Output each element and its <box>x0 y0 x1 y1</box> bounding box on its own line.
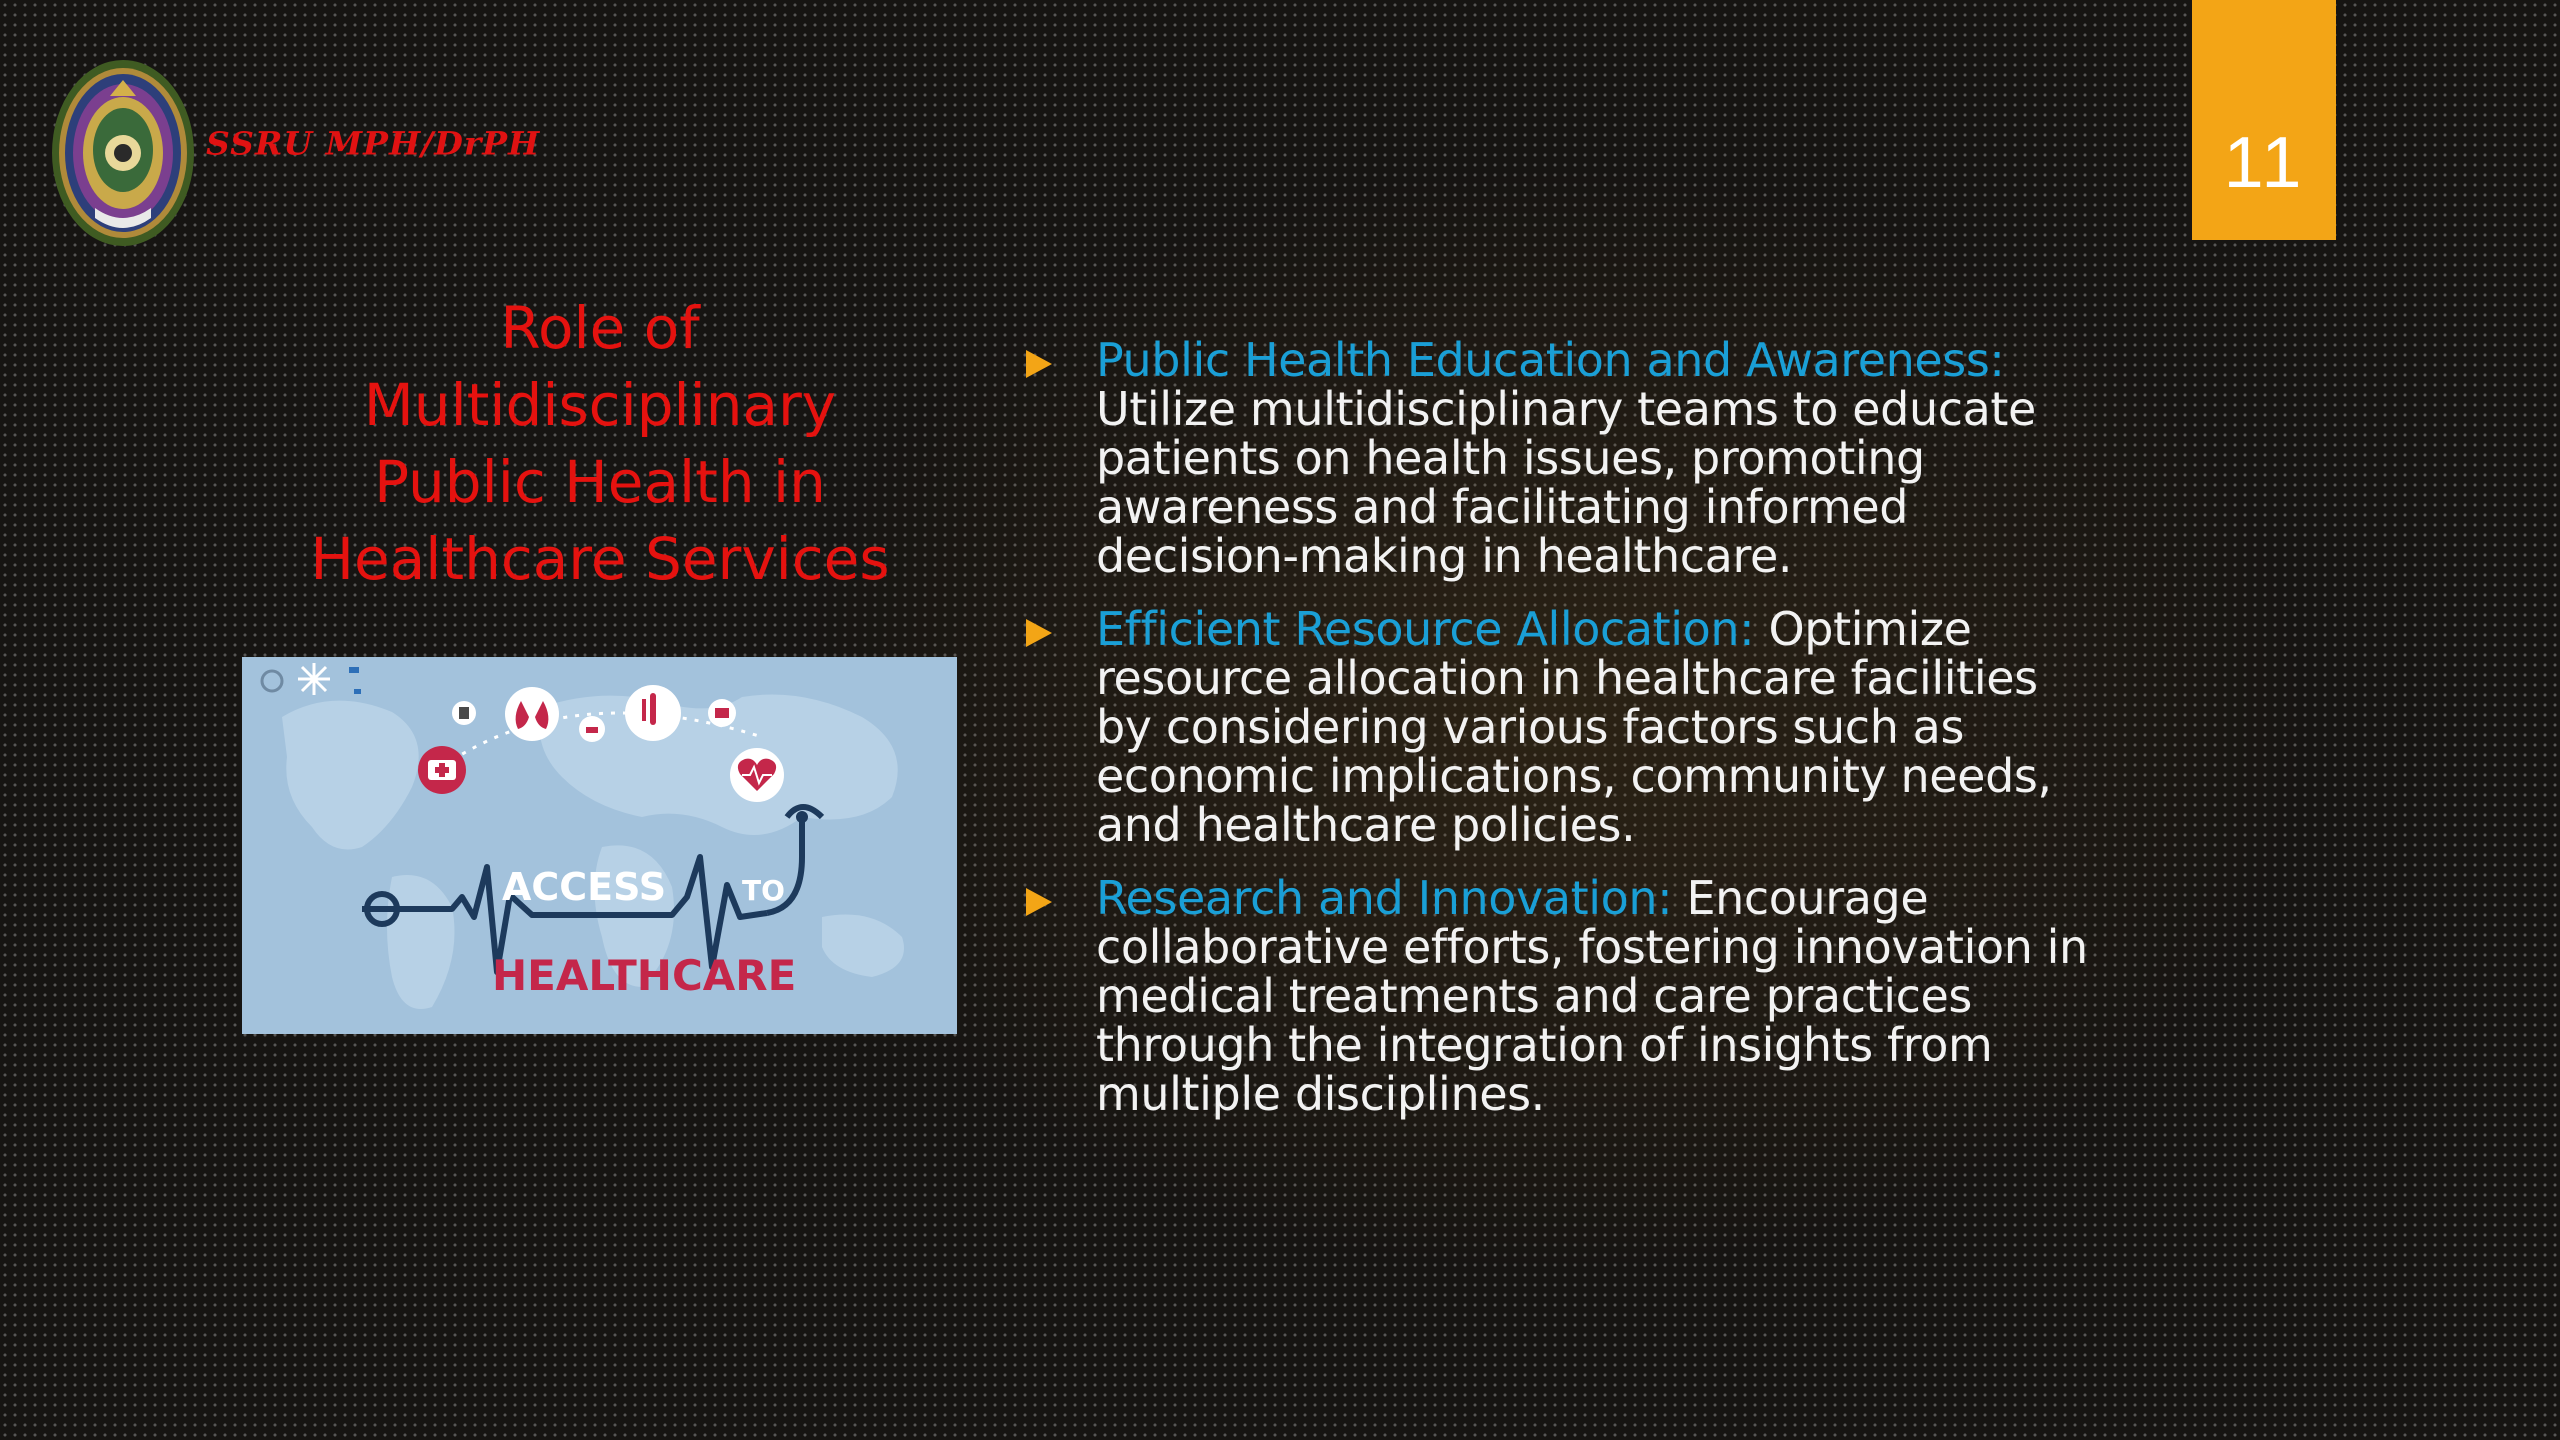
bullet-text: Encourage collaborative efforts, fostering innovation in medical treatments and care practices through the integration of insights from multiple disciplines. <box>1096 871 2088 1121</box>
bullet-text: Utilize multidisciplinary teams to educate patients on health issues, promoting awareness and facilitating informed decision-making in healthcare. <box>1096 382 2036 583</box>
title-line: Healthcare Services <box>310 525 890 593</box>
bullet-heading: Efficient Resource Allocation: <box>1096 602 1769 656</box>
bullet-arrow-icon <box>1026 619 1052 647</box>
bullet-text: Optimize resource allocation in healthcare facilities by considering various factors such as economic implications, community needs, and healthcare policies. <box>1096 602 2052 852</box>
program-brand: SSRU MPH/DrPH <box>206 125 541 163</box>
bullet-heading: Research and Innovation: <box>1096 871 1687 925</box>
picture-word-access: ACCESS <box>502 865 667 909</box>
first-aid-kit-icon <box>418 746 466 794</box>
bullet-arrow-icon <box>1026 350 1052 378</box>
bullet-arrow-icon <box>1026 888 1052 916</box>
title-line: Role of <box>500 294 700 362</box>
bullet-list <box>1022 333 2102 1143</box>
picture-word-to: TO <box>742 874 785 907</box>
page-number-badge <box>2192 0 2336 240</box>
bullet-item <box>1022 602 2102 852</box>
bullet-item <box>1022 333 2102 583</box>
thermometer-icon <box>625 685 681 741</box>
bullet-heading: Public Health Education and Awareness: <box>1096 333 2005 387</box>
heart-monitor-icon <box>730 748 784 802</box>
slide-title <box>240 290 960 598</box>
title-line: Multidisciplinary <box>363 371 837 439</box>
page-number: 11 <box>2223 123 2305 203</box>
bullet-item <box>1022 871 2102 1121</box>
lungs-icon <box>505 687 559 741</box>
access-to-healthcare-image <box>242 657 957 1034</box>
title-line: Public Health in <box>374 448 826 516</box>
university-seal-icon <box>50 58 196 248</box>
picture-word-healthcare: HEALTHCARE <box>492 951 797 1000</box>
